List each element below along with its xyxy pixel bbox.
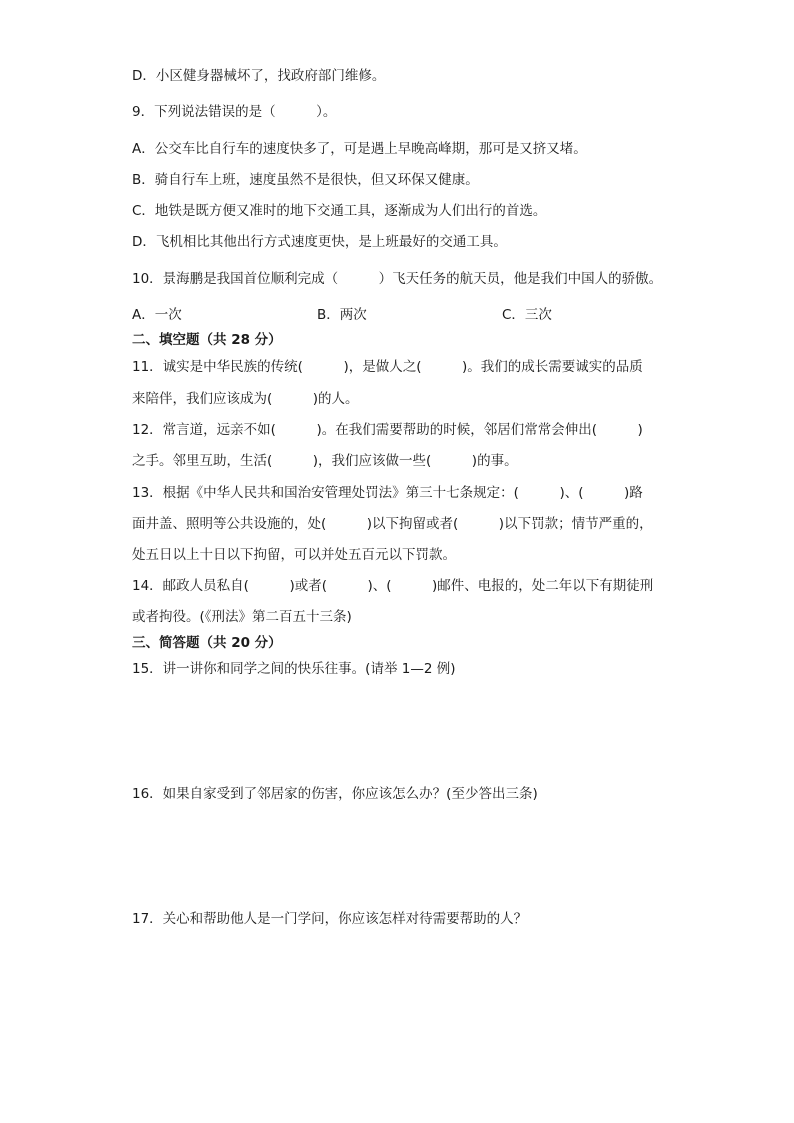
q9-option-c: C．地铁是既方便又准时的地下交通工具，逐渐成为人们出行的首选。 bbox=[132, 203, 547, 219]
q14-line2: 或者拘役。(《刑法》第二百五十三条) bbox=[132, 609, 352, 625]
q17-stem: 17．关心和帮助他人是一门学问，你应该怎样对待需要帮助的人？ bbox=[132, 911, 528, 927]
q11-line2: 来陪伴，我们应该成为( )的人。 bbox=[132, 391, 359, 407]
section-short-answer-heading: 三、简答题（共 20 分） bbox=[132, 635, 282, 651]
q15-stem: 15．讲一讲你和同学之间的快乐往事。(请举 1—2 例) bbox=[132, 661, 456, 677]
q9-stem: 9．下列说法错误的是（ ）。 bbox=[132, 104, 337, 120]
q10-option-b: B．两次 bbox=[317, 307, 367, 323]
q10-option-c: C．三次 bbox=[502, 307, 552, 323]
q12-line1: 12．常言道，远亲不如( )。在我们需要帮助的时候，邻居们常常会伸出( ) bbox=[132, 422, 643, 438]
q12-line2: 之手。邻里互助，生活( )，我们应该做一些( )的事。 bbox=[132, 453, 518, 469]
q9-option-d: D．飞机相比其他出行方式速度更快，是上班最好的交通工具。 bbox=[132, 234, 507, 250]
q14-line1: 14．邮政人员私自( )或者( )、( )邮件、电报的，处二年以下有期徒刑 bbox=[132, 578, 654, 594]
q9-option-b: B．骑自行车上班，速度虽然不是很快，但又环保又健康。 bbox=[132, 172, 479, 188]
q11-line1: 11．诚实是中华民族的传统( )，是做人之( )。我们的成长需要诚实的品质 bbox=[132, 359, 643, 375]
q10-option-a: A．一次 bbox=[132, 307, 182, 323]
q13-line2: 面井盖、照明等公共设施的，处( )以下拘留或者( )以下罚款；情节严重的， bbox=[132, 516, 653, 532]
q16-stem: 16．如果自家受到了邻居家的伤害，你应该怎么办？(至少答出三条) bbox=[132, 786, 538, 802]
q9-option-a: A．公交车比自行车的速度快多了，可是遇上早晚高峰期，那可是又挤又堵。 bbox=[132, 141, 587, 157]
section-fill-in-heading: 二、填空题（共 28 分） bbox=[132, 332, 282, 348]
q8-option-d: D．小区健身器械坏了，找政府部门维修。 bbox=[132, 68, 386, 84]
q13-line1: 13．根据《中华人民共和国治安管理处罚法》第三十七条规定：( )、( )路 bbox=[132, 485, 643, 501]
q13-line3: 处五日以上十日以下拘留，可以并处五百元以下罚款。 bbox=[132, 547, 456, 563]
q10-stem: 10．景海鹏是我国首位顺利完成（ ）飞天任务的航天员，他是我们中国人的骄傲。 bbox=[132, 271, 663, 287]
